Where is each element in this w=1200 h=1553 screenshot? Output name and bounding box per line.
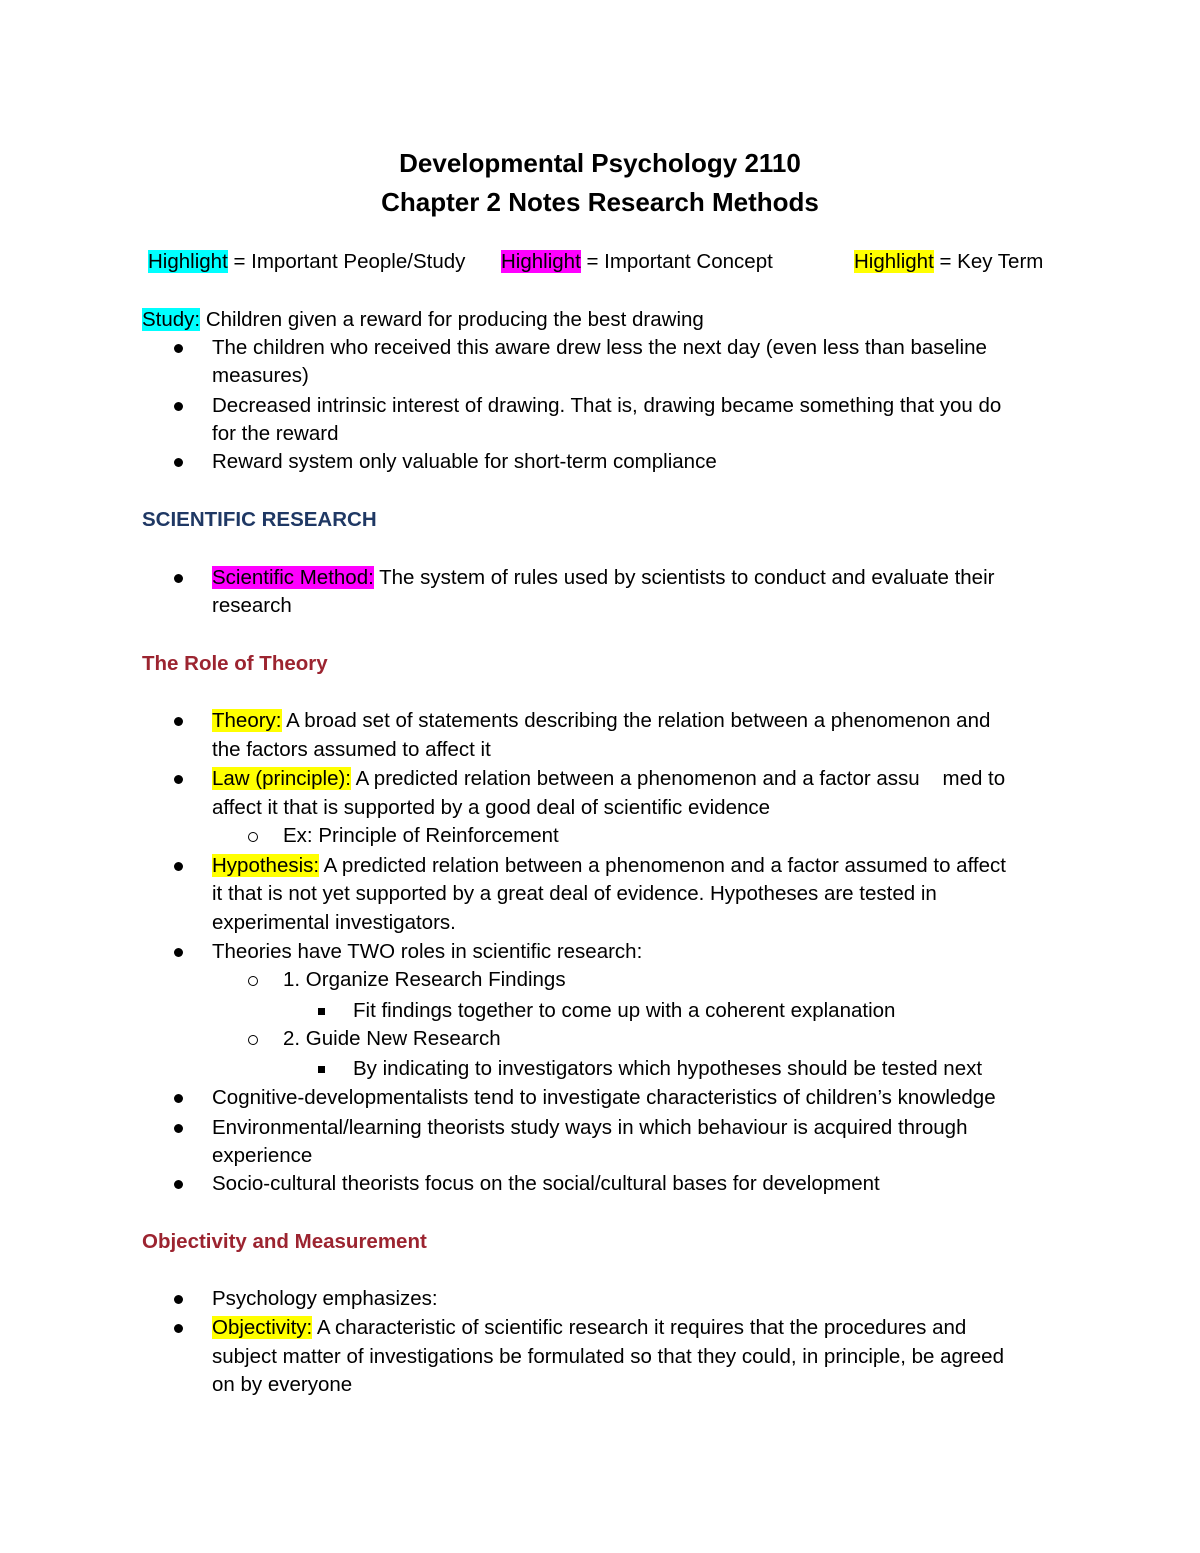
bullet-icon [174,344,183,353]
legend-desc: = Important People/Study [227,250,466,273]
section-heading-objectivity: Objectivity and Measurement [142,1230,427,1253]
bullet-icon [174,402,183,411]
sub-sub-list-item: By indicating to investigators which hypotheses should be tested next [353,1057,983,1080]
bullet-icon [174,458,183,467]
term-definition: The system of rules used by scientists to conduct and evaluate their [373,566,995,589]
bullet-icon [174,717,183,726]
term-law: Law (principle): [212,767,351,790]
list-item-continuation: research [212,594,292,617]
list-item-continuation: the factors assumed to affect it [212,738,491,761]
legend-concept [501,248,773,276]
legend-desc: = Key Term [933,250,1044,273]
bullet-icon [174,775,183,784]
circle-bullet-icon [248,832,258,842]
bullet-icon [174,862,183,871]
title-line-1: Developmental Psychology 2110 [399,148,801,178]
legend-swatch-magenta: Highlight [501,250,581,273]
list-item: Reward system only valuable for short-term compliance [212,450,717,473]
study-label: Study: [142,308,201,331]
list-item: Socio-cultural theorists focus on the social/cultural bases for development [212,1172,880,1195]
term-definition: A predicted relation between a phenomenon and a factor assu med to [351,767,1006,790]
title-line-2: Chapter 2 Notes Research Methods [381,187,819,217]
document-title [0,144,1200,222]
list-item [212,765,1005,793]
list-item-continuation: on by everyone [212,1373,353,1396]
term-definition: A broad set of statements describing the relation between a phenomenon and [281,709,991,732]
term-definition: A characteristic of scientific research it requires that the procedures and [312,1316,967,1339]
list-item: Psychology emphasizes: [212,1287,438,1310]
legend-swatch-yellow: Highlight [854,250,934,273]
highlight-legend [148,248,1068,278]
legend-desc: = Important Concept [580,250,773,273]
sub-sub-list-item: Fit findings together to come up with a coherent explanation [353,999,896,1022]
bullet-icon [174,1094,183,1103]
term-theory: Theory: [212,709,282,732]
bullet-icon [174,1180,183,1189]
bullet-icon [174,574,183,583]
term-scientific-method: Scientific Method: [212,566,374,589]
term-objectivity: Objectivity: [212,1316,313,1339]
section-heading-role-of-theory: The Role of Theory [142,652,328,675]
list-item [212,1314,966,1342]
study-text: Children given a reward for producing the best drawing [200,308,704,331]
list-item-continuation: affect it that is supported by a good deal of scientific evidence [212,796,771,819]
list-item: The children who received this aware drew less the next day (even less than baseline [212,336,987,359]
legend-key-term [854,248,1043,276]
legend-swatch-cyan: Highlight [148,250,228,273]
list-item [212,564,994,592]
square-bullet-icon [318,1066,325,1073]
legend-people-study [148,248,465,276]
bullet-icon [174,948,183,957]
bullet-icon [174,1295,183,1304]
list-item: Environmental/learning theorists study ways in which behaviour is acquired through [212,1116,968,1139]
list-item: Decreased intrinsic interest of drawing. That is, drawing became something that you do [212,394,1002,417]
list-item: Theories have TWO roles in scientific research: [212,940,643,963]
term-hypothesis: Hypothesis: [212,854,320,877]
list-item-continuation: experimental investigators. [212,911,456,934]
circle-bullet-icon [248,1035,258,1045]
study-line [142,306,704,334]
bullet-icon [174,1124,183,1133]
list-item [212,707,990,735]
sub-list-item: Ex: Principle of Reinforcement [283,824,559,847]
list-item [212,852,1006,880]
list-item-continuation: measures) [212,364,309,387]
list-item-continuation: subject matter of investigations be formulated so that they could, in principle, be agreed [212,1345,1004,1368]
list-item-continuation: it that is not yet supported by a great deal of evidence. Hypotheses are tested in [212,882,937,905]
term-definition: A predicted relation between a phenomenon and a factor assumed to affect [319,854,1006,877]
section-heading-scientific-research: SCIENTIFIC RESEARCH [142,508,377,531]
square-bullet-icon [318,1008,325,1015]
sub-list-item: 2. Guide New Research [283,1027,501,1050]
list-item-continuation: for the reward [212,422,339,445]
list-item: Cognitive-developmentalists tend to investigate characteristics of children’s knowledge [212,1086,996,1109]
circle-bullet-icon [248,976,258,986]
bullet-icon [174,1324,183,1333]
sub-list-item: 1. Organize Research Findings [283,968,566,991]
list-item-continuation: experience [212,1144,313,1167]
